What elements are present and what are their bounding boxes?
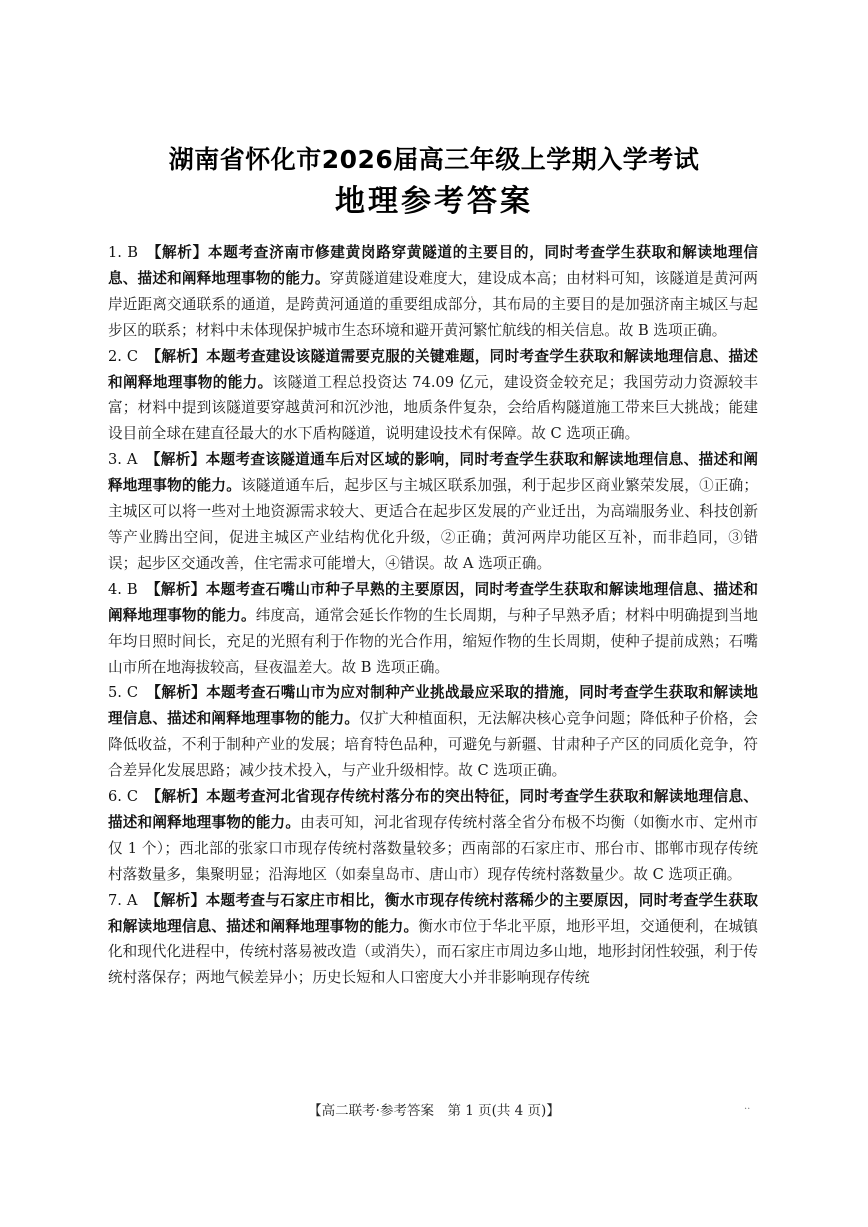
answer-title: 地理参考答案 bbox=[335, 184, 533, 219]
question-focus: 本题考查石嘴山市为应对制种产业挑战最应采取的措施，同时考查学生获取和解读地理信息、描述和阐释地理事物的能力。 bbox=[108, 684, 758, 728]
analysis-text: 穿黄隧道建设难度大，建设成本高；由材料可知，该隧道是黄河两岸近距离交通联系的通道，是跨黄河通道的重要组成部分，其布局的主要目的是加强济南主城区与起步区的联系；材料中未体现保护城市生态环境和避开黄河繁忙航线的相关信息。故 B 选项正确。 bbox=[108, 269, 758, 339]
question-focus: 本题考查与石家庄市相比，衡水市现存传统村落稀少的主要原因，同时考查学生获取和解读地理信息、描述和阐释地理事物的能力。 bbox=[108, 891, 758, 935]
analysis-tag: 【解析】 bbox=[145, 451, 206, 469]
answer-number: 2. C bbox=[108, 347, 139, 365]
page-footer: 【高二联考·参考答案 第 1 页(共 4 页)】 bbox=[308, 1103, 560, 1119]
analysis-text: 衡水市位于华北平原，地形平坦，交通便利，在城镇化和现代化进程中，传统村落易被改造（或消失），而石家庄市周边多山地，地形封闭性较强，利于传统村落保存；两地气候差异小；历史长短和人口密度大小并非影响现存传统 bbox=[108, 917, 758, 987]
answer-item-7 bbox=[108, 888, 758, 992]
answer-item-6 bbox=[108, 784, 758, 888]
answer-number: 6. C bbox=[108, 788, 139, 806]
answer-item-5 bbox=[108, 680, 758, 784]
analysis-tag: 【解析】 bbox=[146, 788, 207, 806]
answer-item-3 bbox=[108, 447, 758, 577]
analysis-text: 该隧道工程总投资达 74.09 亿元，建设资金较充足；我国劳动力资源较丰富；材料中提到该隧道要穿越黄河和沉沙池，地质条件复杂，会给盾构隧道施工带来巨大挑战；能建设目前全球在建直径最大的水下盾构隧道，说明建设技术有保障。故 C 选项正确。 bbox=[108, 373, 758, 443]
answer-number: 7. A bbox=[108, 891, 138, 909]
answer-number: 1. B bbox=[108, 244, 138, 261]
answer-number: 4. B bbox=[108, 580, 138, 598]
answer-item-1 bbox=[108, 240, 758, 344]
exam-title: 湖南省怀化市2026届高三年级上学期入学考试 bbox=[168, 145, 700, 174]
answer-list bbox=[108, 240, 758, 991]
question-focus: 本题考查该隧道通车后对区域的影响，同时考查学生获取和解读地理信息、描述和阐释地理事物的能力。 bbox=[108, 451, 758, 495]
analysis-text: 该隧道通车后，起步区与主城区联系加强，利于起步区商业繁荣发展，①正确；主城区可以将一些对土地资源需求较大、更适合在起步区发展的产业迁出，为高端服务业、科技创新等产业腾出空间，促进主城区产业结构优化升级，②正确；黄河两岸功能区互补，而非趋同，③错误；起步区交通改善，住宅需求可能增大，④错误。故 A 选项正确。 bbox=[108, 477, 758, 572]
analysis-tag: 【解析】 bbox=[145, 580, 206, 598]
question-focus: 本题考查建设该隧道需要克服的关键难题，同时考查学生获取和解读地理信息、描述和阐释地理事物的能力。 bbox=[108, 347, 758, 391]
analysis-tag: 【解析】 bbox=[146, 244, 208, 261]
analysis-text: 由表可知，河北省现存传统村落全省分布极不均衡（如衡水市、定州市仅 1 个）；西北部的张家口市现存传统村落数量较多；西南部的石家庄市、邢台市、邯郸市现存传统村落数量多，集聚明显；沿海地区（如秦皇岛市、唐山市）现存传统村落数量少。故 C 选项正确。 bbox=[108, 813, 758, 883]
answer-number: 5. C bbox=[108, 684, 139, 702]
answer-item-4 bbox=[108, 577, 758, 681]
corner-mark: .. bbox=[744, 1101, 751, 1112]
question-focus: 本题考查石嘴山市种子早熟的主要原因，同时考查学生获取和解读地理信息、描述和阐释地理事物的能力。 bbox=[108, 580, 758, 624]
answer-item-2 bbox=[108, 344, 758, 448]
analysis-text: 仅扩大种植面积，无法解决核心竞争问题；降低种子价格，会降低收益，不利于制种产业的发展；培育特色品种，可避免与新疆、甘肃种子产区的同质化竞争，符合差异化发展思路；减少技术投入，与产业升级相悖。故 C 选项正确。 bbox=[108, 710, 758, 780]
question-focus: 本题考查济南市修建黄岗路穿黄隧道的主要目的，同时考查学生获取和解读地理信息、描述和阐释地理事物的能力。 bbox=[108, 244, 758, 287]
analysis-tag: 【解析】 bbox=[145, 891, 206, 909]
question-focus: 本题考查河北省现存传统村落分布的突出特征，同时考查学生获取和解读地理信息、描述和阐释地理事物的能力。 bbox=[108, 788, 758, 831]
analysis-text: 纬度高，通常会延长作物的生长周期，与种子早熟矛盾；材料中明确提到当地年均日照时间长，充足的光照有利于作物的光合作用，缩短作物的生长周期，使种子提前成熟；石嘴山市所在地海拔较高，昼夜温差大。故 B 选项正确。 bbox=[108, 606, 758, 676]
analysis-tag: 【解析】 bbox=[146, 684, 207, 702]
answer-number: 3. A bbox=[108, 451, 138, 469]
analysis-tag: 【解析】 bbox=[146, 347, 207, 365]
